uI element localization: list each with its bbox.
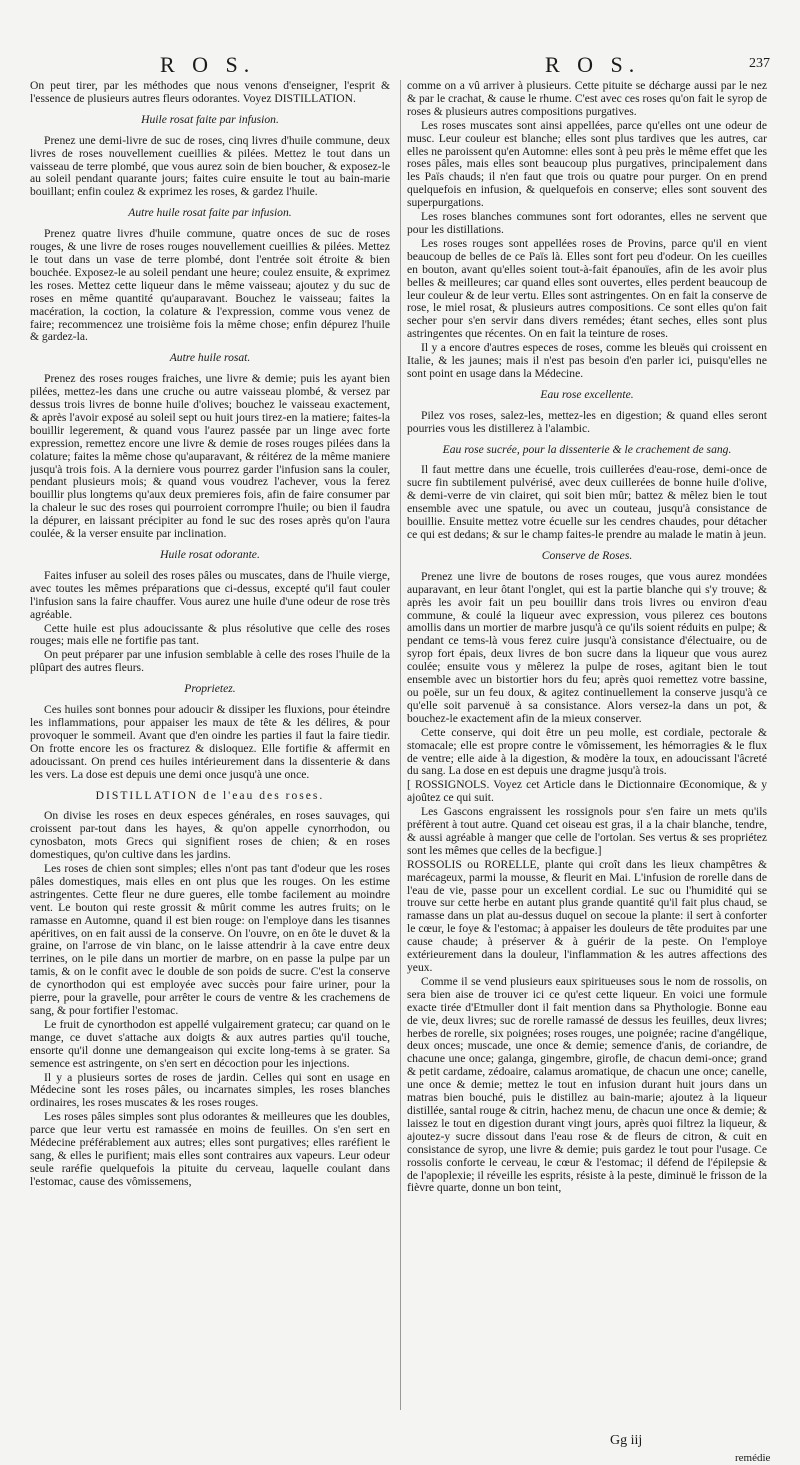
paragraph: Prenez une livre de boutons de roses rouges, que vous aurez mondées auparavant, en leur ôtant l'onglet, qui est la partie blanche qui s'y trouve; & après les avoir fait un peu bouillir dans trois livres ou environ d'eau commune, & coulé la liqueur avec expression, vous pilerez ces boutons amollis dans un mortier de marbre jusqu'à ce qu'ils soient réduits en pulpe; & pendant ce tems-là vous ferez cuire jusqu'à consistance d'électuaire, ou de syrop fort épais, deux livres de bon sucre dans la liqueur que vous aurez coulée; ensuite vous y mêlerez la pulpe de roses, agitant bien le tout ensemble avec un bistortier hors du feu; après quoi remettez votre bassine, ou poële, sur un feu doux, & agitez continuellement la conserve jusqu'à ce qu'elle soit parvenuë à sa consistance. Alors versez-la dans un pot, & bouchez-le exactement afin de la mieux conserver. (407, 569, 767, 725)
paragraph: Les roses muscates sont ainsi appellées, parce qu'elles ont une odeur de musc. Leur couleur est blanche; elles sont plus tardives que les autres, car elles ne paroissent qu'en Automne: elles sont à peu près le même effet que les roses pâles, mais elles sont beaucoup plus purgatives, principalement dans les Païs chauds; il n'en faut que trois ou quatre pour purger. On en prend quelquefois en infusion, & quelquefois en conserve; elles sont souvent des superpurgations. (407, 118, 767, 210)
left-running-head: R O S. (160, 52, 256, 77)
paragraph: Les roses de chien sont simples; elles n'ont pas tant d'odeur que les roses pâles domestiques, mais elles en ont plus que les rouges. On les estime astringentes. Cette fleur ne dure gueres, elle tombe facilement au moindre vent. Le bouton qui reste grossit & mûrit comme les autres fruits; on le ramasse en Automne, quand il est bien rouge: on l'employe dans les tisannes apéritives, on en fait aussi de la conserve. On l'ouvre, on en ôte le duvet & la graine, on l'arrose de vin blanc, on le laisse attendrir à la cave entre deux terrines, on le pile dans un mortier de marbre, on en passe la pulpe par un tamis, & on le confit avec le double de son poids de sucre. C'est la conserve de cynorthodon qui est employée avec succès pour faire uriner, pour la pierre, pour la gravelle, pour arrêter le cours de ventre & les crachemens de sang, & pour fortifier l'estomac. (30, 862, 390, 1017)
column-divider (400, 80, 401, 1410)
paragraph: comme on a vû arriver à plusieurs. Cette pituite se décharge aussi par le nez & par le crachat, & cause le rhume. C'est avec ces roses qu'on fait le syrop de roses & plusieurs autres compositions purgatives. (407, 80, 767, 118)
right-running-head: R O S. (545, 52, 641, 77)
left-column (30, 80, 390, 1440)
paragraph: Le fruit de cynorthodon est appellé vulgairement gratecu; car quand on le mange, ce duvet s'attache aux doigts & aux autres parties qu'il touche, ensorte qu'il donne une demangeaison qui excite long-tems à se grater. Sa semence est astringente, on s'en sert en décoction pour les injections. (30, 1017, 390, 1070)
section-heading: Huile rosat odorante. (160, 548, 260, 561)
section-heading: Autre huile rosat. (169, 351, 251, 365)
section-heading: DISTILLATION de l'eau des roses. (95, 788, 325, 802)
signature-mark: Gg iij (610, 1433, 643, 1448)
paragraph: [ ROSSIGNOLS. Voyez cet Article dans le Dictionnaire Œconomique, & y ajoûtez ce qui suit. (407, 778, 767, 805)
paragraph: Il y a encore d'autres especes de roses, comme les bleuës qui croissent en Italie, & les jaunes; mais il n'est pas besoin d'en parler ici, puisqu'elles ne sont point en usage dans la Médecine. (407, 341, 767, 380)
paragraph: Prenez une demi-livre de suc de roses, cinq livres d'huile commune, deux livres de roses nouvellement cueillies & pilées. Mettez le tout dans un vaisseau de terre plombé, que vous aurez soin de bien boucher, & exposez-le au soleil pendant quarante jours; faites cuire ensuite le tout au bain-marie bouillant; enfin coulez & exprimez les roses, & gardez l'huile. (30, 133, 390, 199)
paragraph: Les roses blanches communes sont fort odorantes, elles ne servent que pour les distillations. (407, 210, 767, 236)
paragraph: Cette huile est plus adoucissante & plus résolutive que celle des roses rouges; mais elle ne fortifie pas tant. (30, 621, 390, 648)
section-heading: Huile rosat faite par infusion. (141, 112, 279, 126)
section-heading: Proprietez. (184, 682, 236, 696)
paragraph: Comme il se vend plusieurs eaux spiritueuses sous le nom de rossolis, on sera bien aise de trouver ici ce qu'est cette liqueur. En voici une formule exacte tirée d'Etmuller dont il fait mention dans sa Phythologie. Bonne eau de vie, deux livres; suc de rorelle ramassé de dessus les feuilles, deux livres; herbes de rorelle, six poignées; roses rouges, une poignée; racine d'angélique, deux onces; muscade, une once & demie; semence d'anis, de coriandre, de chacune une once; galanga, gingembre, girofle, de chacun demi-once; grand & petit cardame, zédoaire, calamus aromatique, de chacun une once; canelle, une once & demie; mettez le tout en infusion durant huit jours dans un matras bien bouché, puis le distillez au bain-marie; ajoutez à la liqueur distillée, santal rouge & citrin, hachez menu, de chacun une once & demie; & laissez le tout en digestion durant vingt jours, après quoi filtrez la liqueur, & ajoutez-y sucre dissout dans l'eau rose & de fleurs de citron, & cuit en consistance de syrop, une livre & demie; puis gardez le tout pour l'usage. Ce rossolis conforte le cerveau, le cœur & l'estomac; il défend de l'épilepsie & de l'apoplexie; il réveille les esprits, résiste à la peste, diminuë le frisson de la fièvre quarte, donne un bon teint, (407, 974, 767, 1195)
paragraph: Pilez vos roses, salez-les, mettez-les en digestion; & quand elles seront pourries vous les distillerez à l'alambic. (407, 408, 767, 435)
paragraph: Il y a plusieurs sortes de roses de jardin. Celles qui sont en usage en Médecine sont les roses pâles, ou incarnates simples, les roses blanches ordinaires, les roses muscates & les roses rouges. (30, 1070, 390, 1110)
paragraph: On peut préparer par une infusion semblable à celle des roses l'huile de la plûpart des autres fleurs. (30, 648, 390, 675)
paragraph: Prenez des roses rouges fraiches, une livre & demie; puis les ayant bien pilées, mettez-les dans une cruche ou autre vaisseau plombé, & versez par dessus trois livres de bonne huile d'olives; bouchez le vaisseau exactement, & après l'avoir exposé au soleil sept ou huit jours tirez-en la matiere; faites-la bouillir legerement, & quand vous l'aurez passée par un linge avec forte expression, remettez encore une livre & demie de roses rouges pilées dans la colature; faites la même chose qu'auparavant, & réitérez de la même maniere jusqu'à trois fois. A la derniere vous pourrez garder l'infusion sans la couler, pendant plusieurs mois; & quand vous voudrez l'achever, vous la ferez bouillir plus longtems qu'aux deux premieres fois, afin de faire consumer par la chaleur le suc des roses qui pourroient corrompre l'huile; ou bien il faudra la dépurer, en laissant précipiter au fond le suc des roses après qu'on l'aura coulée, & la verser ensuite par inclination. (30, 372, 390, 541)
section-heading: Conserve de Roses. (541, 548, 633, 562)
paragraph: Ces huiles sont bonnes pour adoucir & dissiper les fluxions, pour éteindre les inflammations, pour appaiser les maux de tête & les délires, & pour provoquer le sommeil. Avant que d'en oindre les parties il faut la faire tiedir. On frotte encore les os fracturez & disloquez. Elle fortifie & affermit en adoucissant. On prend ces huiles intérieurement dans la dissenterie & dans les vers. La dose est depuis une demi once jusqu'à une once. (30, 703, 390, 781)
running-header (0, 52, 800, 82)
section-heading: Eau rose sucrée, pour la dissenterie & le crachement de sang. (442, 442, 732, 456)
catchword: remédie (735, 1452, 771, 1464)
page-number: 237 (749, 56, 770, 71)
paragraph: On divise les roses en deux especes générales, en roses sauvages, qui croissent par-tout dans les hayes, & qu'on appelle cynorrhodon, ou cynosbaton, mots Grecs qui signifient roses de chien; & en roses domestiques, qu'on cultive dans les jardins. (30, 809, 390, 862)
paragraph: Il faut mettre dans une écuelle, trois cuillerées d'eau-rose, demi-once de sucre fin subtilement pulvérisé, avec deux cuillerées de bonne huile d'olive, & demi-verre de vin clairet, qui soit bien mûr; battez & mêlez bien le tout ensemble avec une spatule, ou avec un couteau, jusqu'à consistance de bouillie. Ensuite mettez votre écuelle sur les cendres chaudes, pour détacher ce qui est dedans; & sur le champ faites-le prendre au malade le matin à jeun. (407, 463, 767, 541)
section-heading: Eau rose excellente. (540, 387, 634, 401)
paragraph: On peut tirer, par les méthodes que nous venons d'enseigner, l'esprit & l'essence de plusieurs autres fleurs odorantes. Voyez DISTILLATION. (30, 80, 390, 105)
paragraph: Faites infuser au soleil des roses pâles ou muscates, dans de l'huile vierge, avec toutes les mêmes préparations que ci-dessus, excepté qu'il faut couler l'infusion sans la faire chauffer. Vous aurez une huile d'une odeur de rose très agréable. (30, 568, 390, 621)
paragraph: Les Gascons engraissent les rossignols pour s'en faire un mets qu'ils préfèrent à tout autre. Quand cet oiseau est gras, il a la chair blanche, tendre, & aussi agréable à manger que celle de l'ortolan. Ses vertus & ses propriétez sont les mêmes que celles de la becfigue.] (407, 805, 767, 857)
paragraph: Les roses rouges sont appellées roses de Provins, parce qu'il en vient beaucoup de belles de ce Païs là. Elles sont fort peu d'odeur. On les cueilles en bouton, avant qu'elles soient tout-à-fait épanouïes, afin de les avoir plus belles & meilleures; car quand elles sont ouvertes, elles perdent beaucoup de leur couleur & de leur vertu. Elles sont astringentes. On en fait la conserve de rose, le miel rosat, & plusieurs autres compositions. Ce sont elles qu'on fait secher pour s'en servir dans divers remédes; étant seches, elles sont plus astringentes que récentes. On en fait la teinture de roses. (407, 236, 767, 341)
section-heading: Autre huile rosat faite par infusion. (128, 206, 292, 220)
paragraph: Les roses pâles simples sont plus odorantes & meilleures que les doubles, parce que leur vertu est ramassée en moins de feuilles. On s'en sert en Médecine préférablement aux autres; elles sont purgatives; elles raréfient le sang, & elles le purifient; mais elles sont contraires aux vapeurs. Leur odeur seule raréfie quelquefois la pituite du cerveau, laquelle coulant dans l'estomac, cause des vômissemens, (30, 1110, 390, 1188)
paragraph: Prenez quatre livres d'huile commune, quatre onces de suc de roses rouges, & une livre de roses rouges nouvellement cueillies & pilées. Mettez le tout dans un vase de terre plombé, dont l'entrée soit étroite & bien bouchée. Exposez-le au soleil pendant une heure; coulez ensuite, & exprimez les roses. Mettez cette liqueur dans le même vaisseau; ajoutez y du suc de roses en même quantité qu'auparavant. Bouchez le vaisseau; faites la macération, la coction, la colature & l'expression, comme vous venez de faire; recommencez une troisième fois la même chose; enfin dépurez l'huile & gardez-la. (30, 227, 390, 344)
right-column (407, 80, 767, 1440)
paragraph: Cette conserve, qui doit être un peu molle, est cordiale, pectorale & stomacale; elle est propre contre le vômissement, les hémorragies & le flux de ventre; elle aide à la digestion, & modère la toux, en adoucissant l'âcreté du sang. La dose en est depuis une dragme jusqu'à trois. (407, 725, 767, 778)
paragraph: ROSSOLIS ou RORELLE, plante qui croît dans les lieux champêtres & marécageux, parmi la mousse, & fleurit en Mai. L'infusion de rorelle dans de l'eau de vie, passe pour un excellent cordial. Le suc ou l'humidité qui se trouve sur cette herbe en autant plus grande quantité qu'il fait plus chaud, se ramasse dans un plat au-dessus duquel on secoue la plante: il sert à conforter le cœur, le foye & l'estomac; à appaiser les douleurs de tête produites par une cause chaude; à préserver & à guérir de la peste. On l'employe extérieurement dans la douleur, l'inflammation & les autres affections des yeux. (407, 857, 767, 974)
